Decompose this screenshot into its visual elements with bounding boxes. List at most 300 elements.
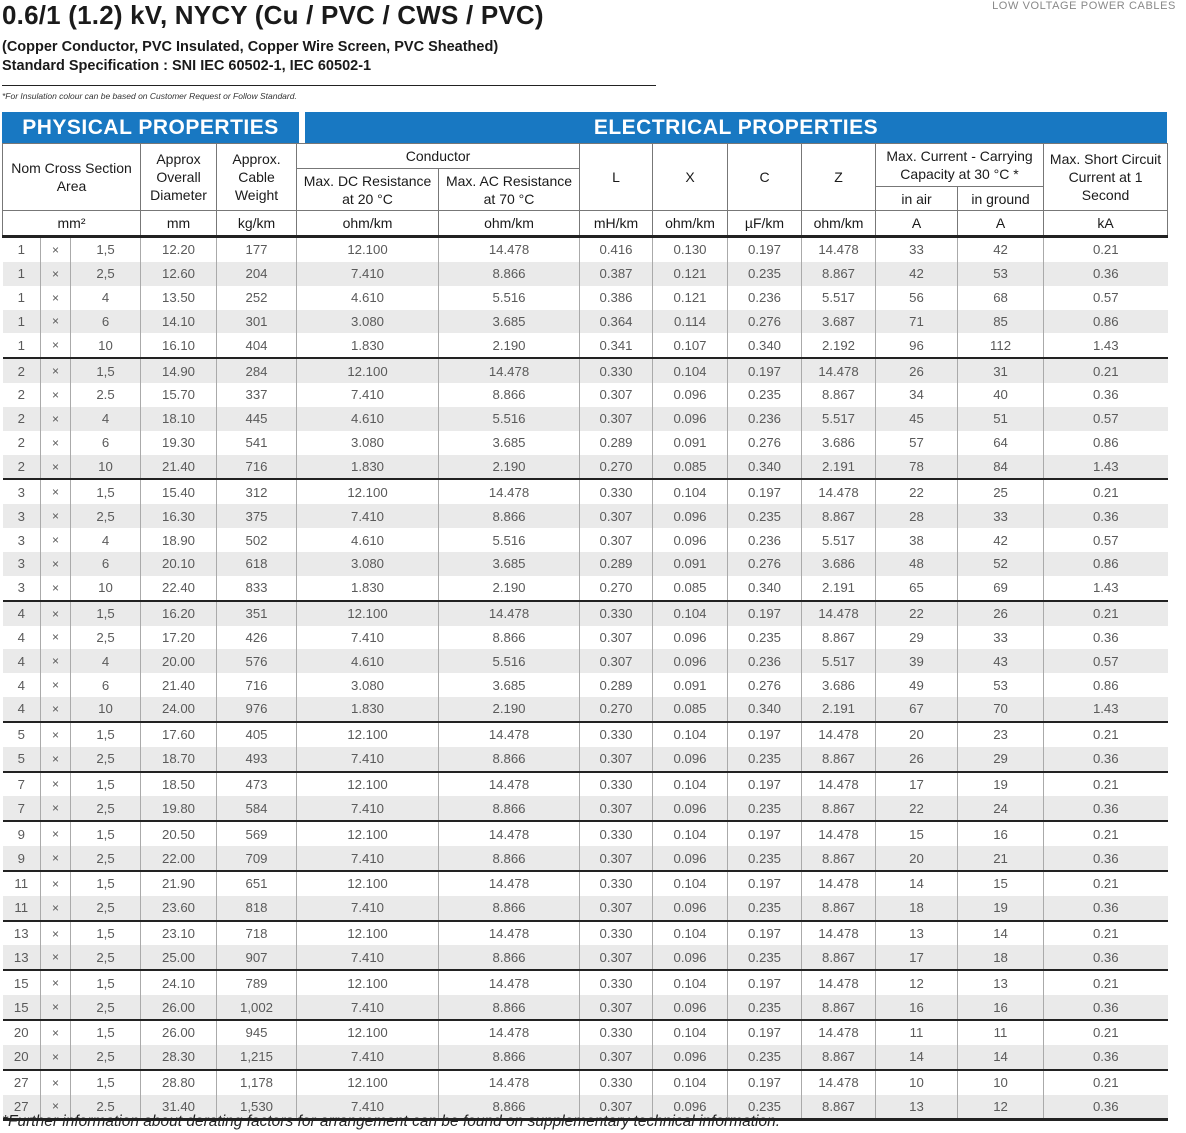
table-row (3, 995, 1168, 1020)
cell-weight: 312 (217, 479, 297, 504)
cell-capacitance: 0.197 (728, 1020, 802, 1045)
header-max-dc: Max. DC Resistance at 20 °C (297, 169, 439, 211)
table-body (3, 237, 1168, 1120)
cell-size: 10 (71, 333, 141, 358)
cell-ac-resistance: 5.516 (439, 286, 580, 310)
cell-capacitance: 0.235 (728, 1095, 802, 1120)
header-x: X (653, 144, 728, 211)
cell-ac-resistance: 8.866 (439, 896, 580, 921)
cell-times-sign: × (41, 649, 71, 673)
cell-impedance: 8.867 (802, 896, 876, 921)
cell-ac-resistance: 8.866 (439, 504, 580, 528)
cell-inductance: 0.270 (580, 576, 653, 601)
cell-dc-resistance: 4.610 (297, 407, 439, 431)
cell-ac-resistance: 2.190 (439, 333, 580, 358)
cell-ac-resistance: 14.478 (439, 970, 580, 995)
cell-diameter: 18.70 (141, 747, 217, 772)
cell-inductance: 0.330 (580, 1070, 653, 1095)
cell-short-circuit: 0.86 (1092, 677, 1119, 693)
cell-size: 1,5 (71, 821, 141, 846)
cell-inductance: 0.330 (580, 921, 653, 946)
cell-size: 10 (71, 697, 141, 722)
unit-x: ohm/km (653, 211, 728, 237)
cell-short-circuit: 1.43 (1092, 580, 1119, 596)
cell-reactance: 0.096 (653, 846, 728, 871)
cell-cores: 2 (3, 383, 41, 407)
cell-ac-resistance: 14.478 (439, 921, 580, 946)
cell-current-in-ground: 21 (958, 846, 1044, 871)
cell-impedance: 8.867 (802, 262, 876, 286)
cell-size: 1,5 (71, 1020, 141, 1045)
table-row (3, 310, 1168, 334)
table-row (3, 871, 1168, 896)
header-nom-cross: Nom Cross Section Area (3, 144, 141, 211)
table-row (3, 673, 1168, 697)
standard-spec: Standard Specification : SNI IEC 60502-1, IEC 60502-1 (2, 58, 372, 74)
cell-diameter: 22.00 (141, 846, 217, 871)
cell-current-in-ground: 84 (958, 455, 1044, 480)
cell-dc-resistance: 12.100 (297, 871, 439, 896)
cell-ac-resistance: 3.685 (439, 310, 580, 334)
cell-dc-resistance: 1.830 (297, 455, 439, 480)
table-row (3, 1020, 1168, 1045)
cell-current-in-air: 17 (876, 772, 958, 797)
cell-dc-resistance: 7.410 (297, 846, 439, 871)
cell-diameter: 19.30 (141, 431, 217, 455)
cell-weight: 576 (217, 649, 297, 673)
cell-size: 2,5 (71, 262, 141, 286)
header-max-ac: Max. AC Resistance at 70 °C (439, 169, 580, 211)
cell-ac-resistance: 8.866 (439, 995, 580, 1020)
cell-short-circuit: 0.86 (1044, 310, 1168, 334)
cell-reactance: 0.104 (653, 1020, 728, 1045)
cell-current-in-ground: 52 (958, 552, 1044, 576)
cell-dc-resistance: 1.830 (297, 576, 439, 601)
table-row (3, 1045, 1168, 1070)
cell-times-sign: × (41, 626, 71, 650)
cell-size: 6 (71, 552, 141, 576)
cell-cores: 4 (3, 626, 41, 650)
cell-dc-resistance: 4.610 (297, 286, 439, 310)
cell-current-in-ground: 10 (958, 1070, 1044, 1095)
cell-size: 1,5 (71, 479, 141, 504)
cell-current-in-ground: 69 (958, 576, 1044, 601)
cell-short-circuit: 0.21 (1044, 358, 1168, 383)
cell-cores: 13 (3, 945, 41, 970)
cell-weight: 426 (217, 626, 297, 650)
cell-inductance: 0.307 (580, 846, 653, 871)
cell-ac-resistance: 8.866 (439, 1095, 580, 1120)
cell-inductance: 0.307 (580, 896, 653, 921)
table-row (3, 333, 1168, 358)
cell-ac-resistance: 14.478 (439, 871, 580, 896)
cell-weight: 404 (217, 333, 297, 358)
cell-diameter: 19.80 (141, 796, 217, 821)
cell-short-circuit: 0.36 (1044, 796, 1168, 821)
table-row (3, 846, 1168, 871)
cell-impedance: 14.478 (802, 871, 876, 896)
cell-times-sign: × (41, 455, 71, 480)
cell-short-circuit: 0.57 (1092, 532, 1119, 548)
cell-short-circuit: 0.21 (1044, 921, 1168, 946)
cell-current-in-ground: 24 (958, 796, 1044, 821)
cell-inductance: 0.307 (580, 649, 653, 673)
cell-cores: 3 (3, 528, 41, 552)
cell-current-in-air: 22 (876, 479, 958, 504)
cell-current-in-ground: 40 (958, 383, 1044, 407)
cell-short-circuit: 0.36 (1044, 504, 1168, 528)
header-l: L (580, 144, 653, 211)
header-in-air: in air (876, 187, 958, 211)
cell-times-sign: × (41, 333, 71, 358)
cell-diameter: 16.20 (141, 601, 217, 626)
cell-times-sign: × (41, 970, 71, 995)
cell-short-circuit: 0.36 (1044, 1095, 1168, 1120)
cell-inductance: 0.307 (580, 945, 653, 970)
table-row (3, 722, 1168, 747)
cell-diameter: 31.40 (141, 1095, 217, 1120)
cell-reactance: 0.104 (653, 871, 728, 896)
cell-cores: 5 (3, 722, 41, 747)
cell-impedance: 8.867 (802, 626, 876, 650)
cell-current-in-air: 28 (876, 504, 958, 528)
cell-cores: 7 (3, 796, 41, 821)
cell-ac-resistance: 14.478 (439, 237, 580, 262)
cell-current-in-air: 48 (876, 552, 958, 576)
cell-times-sign: × (41, 796, 71, 821)
cell-weight: 445 (217, 407, 297, 431)
cell-short-circuit: 0.86 (1044, 552, 1168, 576)
cell-capacitance: 0.197 (728, 921, 802, 946)
cell-weight: 716 (217, 455, 297, 480)
header-rule (2, 85, 656, 86)
cell-weight: 945 (217, 1020, 297, 1045)
cell-capacitance: 0.236 (728, 286, 802, 310)
cell-current-in-ground: 68 (958, 286, 1044, 310)
cell-short-circuit: 0.21 (1044, 772, 1168, 797)
cell-current-in-air: 22 (876, 601, 958, 626)
cell-weight: 375 (217, 504, 297, 528)
cell-dc-resistance: 4.610 (297, 649, 439, 673)
cell-reactance: 0.121 (653, 286, 728, 310)
unit-air: A (876, 211, 958, 237)
cell-dc-resistance: 7.410 (297, 626, 439, 650)
cell-size: 6 (71, 310, 141, 334)
cell-size: 6 (71, 673, 141, 697)
cell-cores: 1 (3, 286, 41, 310)
cell-inductance: 0.270 (580, 697, 653, 722)
cell-size: 2.5 (71, 383, 141, 407)
cell-inductance: 0.289 (580, 431, 653, 455)
cell-reactance: 0.091 (653, 431, 728, 455)
cell-ac-resistance: 3.685 (439, 673, 580, 697)
cell-short-circuit: 1.43 (1092, 337, 1119, 353)
cell-short-circuit: 0.36 (1092, 629, 1119, 645)
cell-cores: 1 (3, 310, 41, 334)
cell-impedance: 14.478 (802, 772, 876, 797)
cell-capacitance: 0.235 (728, 504, 802, 528)
table-row (3, 407, 1168, 431)
table-row (3, 747, 1168, 772)
cell-size: 2,5 (71, 796, 141, 821)
cell-cores: 3 (3, 552, 41, 576)
cell-reactance: 0.114 (653, 310, 728, 334)
cell-times-sign: × (41, 747, 71, 772)
cell-dc-resistance: 12.100 (297, 479, 439, 504)
cell-times-sign: × (41, 1095, 71, 1120)
cell-current-in-ground: 53 (958, 673, 1044, 697)
subtitle: (Copper Conductor, PVC Insulated, Copper Wire Screen, PVC Sheathed) (2, 39, 499, 55)
electrical-properties-banner: ELECTRICAL PROPERTIES (305, 112, 1167, 143)
table-row (3, 286, 1168, 310)
cell-short-circuit: 0.57 (1044, 649, 1168, 673)
cell-dc-resistance: 7.410 (297, 896, 439, 921)
cell-reactance: 0.107 (653, 333, 728, 358)
cell-size: 2,5 (71, 1045, 141, 1070)
cell-capacitance: 0.235 (728, 995, 802, 1020)
page-title: 0.6/1 (1.2) kV, NYCY (Cu / PVC / CWS / PVC) (2, 0, 544, 30)
cell-ac-resistance: 14.478 (439, 821, 580, 846)
cell-short-circuit: 0.36 (1044, 262, 1168, 286)
cell-size: 2,5 (71, 626, 141, 650)
cell-impedance: 5.517 (802, 528, 876, 552)
cell-impedance: 8.867 (802, 945, 876, 970)
cell-current-in-air: 14 (876, 871, 958, 896)
cell-current-in-ground: 15 (958, 871, 1044, 896)
table-row (3, 358, 1168, 383)
cell-capacitance: 0.236 (728, 407, 802, 431)
cell-reactance: 0.096 (653, 383, 728, 407)
physical-properties-banner: PHYSICAL PROPERTIES (2, 112, 299, 143)
cell-cores: 27 (3, 1070, 41, 1095)
cell-current-in-air: 10 (876, 1070, 958, 1095)
cell-capacitance: 0.235 (728, 747, 802, 772)
cell-capacitance: 0.235 (728, 383, 802, 407)
cell-times-sign: × (41, 479, 71, 504)
cell-capacitance: 0.197 (728, 821, 802, 846)
cell-diameter: 23.10 (141, 921, 217, 946)
cell-current-in-air: 45 (876, 407, 958, 431)
cell-dc-resistance: 1.830 (297, 697, 439, 722)
cell-impedance: 8.867 (802, 1045, 876, 1070)
cell-dc-resistance: 12.100 (297, 821, 439, 846)
cell-current-in-ground: 16 (958, 821, 1044, 846)
table-row (3, 821, 1168, 846)
cell-impedance: 8.867 (802, 995, 876, 1020)
cell-capacitance: 0.340 (728, 576, 802, 601)
cell-diameter: 15.70 (141, 383, 217, 407)
header-current-capacity: Max. Current - Carrying Capacity at 30 °C * (876, 144, 1044, 187)
cell-short-circuit: 1.43 (1044, 697, 1168, 722)
cell-impedance: 5.517 (802, 649, 876, 673)
header-c: C (728, 144, 802, 211)
cell-current-in-air: 57 (876, 431, 958, 455)
cell-inductance: 0.330 (580, 358, 653, 383)
cell-inductance: 0.364 (580, 310, 653, 334)
cell-inductance: 0.307 (580, 1045, 653, 1070)
cell-times-sign: × (41, 871, 71, 896)
cell-weight: 177 (217, 237, 297, 262)
cell-times-sign: × (41, 286, 71, 310)
cell-size: 2,5 (71, 846, 141, 871)
cell-dc-resistance: 3.080 (297, 673, 439, 697)
cell-impedance: 3.686 (802, 431, 876, 455)
cell-reactance: 0.104 (653, 821, 728, 846)
cell-dc-resistance: 12.100 (297, 1020, 439, 1045)
cell-short-circuit: 0.36 (1044, 995, 1168, 1020)
unit-ground: A (958, 211, 1044, 237)
cell-times-sign: × (41, 722, 71, 747)
cell-weight: 789 (217, 970, 297, 995)
cell-times-sign: × (41, 504, 71, 528)
cell-weight: 1,530 (217, 1095, 297, 1120)
cell-current-in-ground: 112 (958, 333, 1044, 358)
cell-inductance: 0.270 (580, 455, 653, 480)
cell-times-sign: × (41, 358, 71, 383)
cell-current-in-ground: 53 (958, 262, 1044, 286)
cell-cores: 15 (3, 995, 41, 1020)
cell-weight: 651 (217, 871, 297, 896)
cell-size: 1,5 (71, 358, 141, 383)
cell-ac-resistance: 2.190 (439, 576, 580, 601)
cell-times-sign: × (41, 673, 71, 697)
cell-capacitance: 0.197 (728, 601, 802, 626)
cell-size: 2,5 (71, 945, 141, 970)
cell-short-circuit: 0.21 (1044, 1020, 1168, 1045)
cell-diameter: 20.10 (141, 552, 217, 576)
cell-inductance: 0.330 (580, 1020, 653, 1045)
cell-weight: 976 (217, 697, 297, 722)
unit-dc: ohm/km (297, 211, 439, 237)
cell-size: 2,5 (71, 747, 141, 772)
cell-ac-resistance: 8.866 (439, 796, 580, 821)
cell-times-sign: × (41, 846, 71, 871)
cell-times-sign: × (41, 772, 71, 797)
cell-weight: 301 (217, 310, 297, 334)
cell-diameter: 12.20 (141, 237, 217, 262)
cell-reactance: 0.121 (653, 262, 728, 286)
cell-capacitance: 0.235 (728, 1045, 802, 1070)
cell-dc-resistance: 12.100 (297, 970, 439, 995)
cell-current-in-ground: 85 (958, 310, 1044, 334)
cell-diameter: 12.60 (141, 262, 217, 286)
cell-dc-resistance: 7.410 (297, 995, 439, 1020)
cell-diameter: 18.90 (141, 528, 217, 552)
cell-ac-resistance: 14.478 (439, 1020, 580, 1045)
cell-weight: 1,178 (217, 1070, 297, 1095)
table-row (3, 237, 1168, 262)
cell-impedance: 14.478 (802, 921, 876, 946)
cell-capacitance: 0.236 (728, 528, 802, 552)
cell-reactance: 0.104 (653, 479, 728, 504)
cell-size: 1,5 (71, 237, 141, 262)
cell-cores: 3 (3, 504, 41, 528)
cell-cores: 1 (3, 262, 41, 286)
header-short-circuit: Max. Short Circuit Current at 1 Second (1044, 144, 1168, 211)
cell-reactance: 0.091 (653, 673, 728, 697)
cell-size: 4 (71, 407, 141, 431)
cell-size: 1,5 (71, 772, 141, 797)
table-row (3, 649, 1168, 673)
cell-current-in-air: 22 (876, 796, 958, 821)
cell-short-circuit: 0.57 (1044, 407, 1168, 431)
cell-current-in-air: 34 (876, 383, 958, 407)
unit-diameter: mm (141, 211, 217, 237)
cell-cores: 2 (3, 455, 41, 480)
cell-ac-resistance: 5.516 (439, 528, 580, 552)
cell-current-in-air: 17 (876, 945, 958, 970)
cell-current-in-ground: 33 (958, 504, 1044, 528)
cell-cores: 3 (3, 576, 41, 601)
cell-dc-resistance: 12.100 (297, 722, 439, 747)
unit-area: mm² (3, 211, 141, 237)
cell-current-in-air: 49 (876, 673, 958, 697)
cell-times-sign: × (41, 1020, 71, 1045)
cell-diameter: 16.10 (141, 333, 217, 358)
cell-reactance: 0.096 (653, 626, 728, 650)
cell-dc-resistance: 12.100 (297, 921, 439, 946)
cell-inductance: 0.307 (580, 407, 653, 431)
cell-dc-resistance: 7.410 (297, 504, 439, 528)
cell-impedance: 3.687 (802, 310, 876, 334)
unit-ac: ohm/km (439, 211, 580, 237)
cell-short-circuit: 0.21 (1044, 1070, 1168, 1095)
cell-times-sign: × (41, 697, 71, 722)
cell-current-in-ground: 12 (958, 1095, 1044, 1120)
cell-capacitance: 0.276 (728, 673, 802, 697)
cell-cores: 1 (3, 237, 41, 262)
cell-impedance: 2.191 (802, 576, 876, 601)
cell-size: 2.5 (71, 1095, 141, 1120)
cell-times-sign: × (41, 528, 71, 552)
cell-impedance: 14.478 (802, 1020, 876, 1045)
unit-c: µF/km (728, 211, 802, 237)
unit-z: ohm/km (802, 211, 876, 237)
cell-diameter: 23.60 (141, 896, 217, 921)
cell-dc-resistance: 7.410 (297, 747, 439, 772)
table-row (3, 921, 1168, 946)
cell-diameter: 21.40 (141, 455, 217, 480)
cell-current-in-ground: 25 (958, 479, 1044, 504)
category-label: LOW VOLTAGE POWER CABLES (992, 0, 1176, 12)
cell-dc-resistance: 7.410 (297, 1095, 439, 1120)
cell-current-in-ground: 42 (958, 237, 1044, 262)
cell-weight: 907 (217, 945, 297, 970)
cell-capacitance: 0.276 (728, 431, 802, 455)
cell-impedance: 8.867 (802, 1095, 876, 1120)
cell-short-circuit: 0.86 (1092, 435, 1119, 451)
cell-weight: 284 (217, 358, 297, 383)
cell-cores: 20 (3, 1020, 41, 1045)
cell-reactance: 0.096 (653, 747, 728, 772)
cell-times-sign: × (41, 237, 71, 262)
cell-capacitance: 0.197 (728, 871, 802, 896)
cell-inductance: 0.330 (580, 871, 653, 896)
cell-capacitance: 0.276 (728, 310, 802, 334)
cell-reactance: 0.096 (653, 649, 728, 673)
cell-dc-resistance: 7.410 (297, 383, 439, 407)
cell-impedance: 3.686 (802, 552, 876, 576)
unit-weight: kg/km (217, 211, 297, 237)
cell-inductance: 0.307 (580, 528, 653, 552)
cell-impedance: 14.478 (802, 237, 876, 262)
cell-short-circuit: 0.36 (1044, 846, 1168, 871)
table-row (3, 772, 1168, 797)
cell-short-circuit: 0.36 (1044, 747, 1168, 772)
cell-current-in-air: 26 (876, 358, 958, 383)
cell-current-in-air: 18 (876, 896, 958, 921)
table-row (3, 383, 1168, 407)
